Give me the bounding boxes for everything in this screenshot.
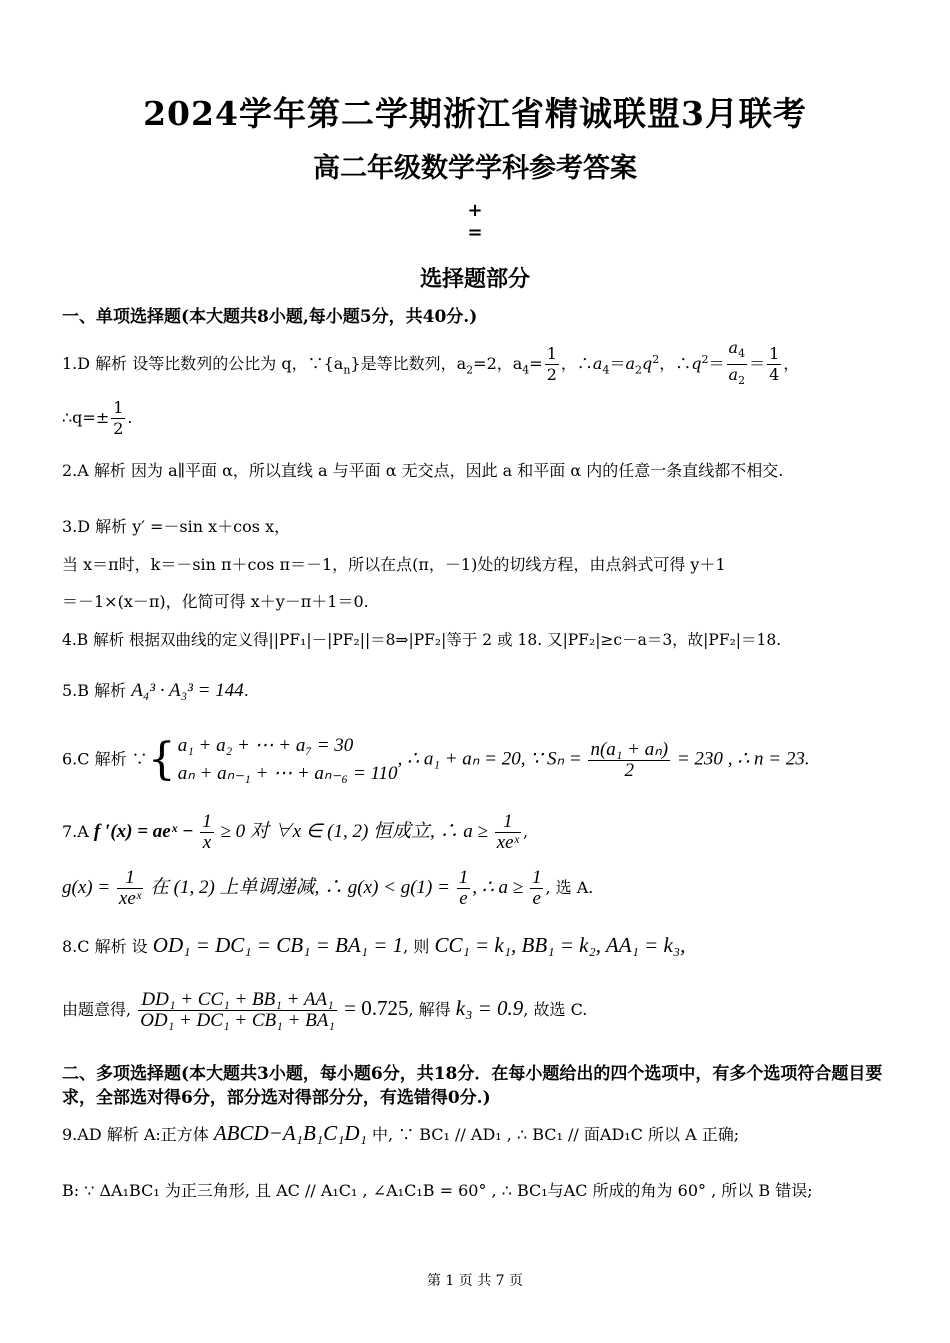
q3-line1: 3.D 解析 y′ =－sin x＋cos x，	[62, 517, 291, 536]
q1-frac-ratio: $\frac{a_4}{a_2}$	[728, 338, 746, 388]
q7-l2-frac1: $\frac{1}{\text{xeˣ}}$	[118, 867, 142, 909]
q1-frac-quarter: $\frac{1}{4}$	[769, 344, 780, 385]
q7-l1-b: f ′(x) = aeˣ −	[93, 821, 199, 842]
q3-line2: 当 x＝π时，k＝－sin π＋cos π＝－1，所以在点(π，－1)处的切线方程，由点斜式可得 y＋1	[62, 555, 726, 574]
q1-text-c: =2，a	[473, 354, 523, 374]
q8-l1-c: , 则	[403, 937, 435, 956]
q6-frac: $\frac{\text{n(a₁ + aₙ)}}{2}$	[590, 738, 669, 781]
q8-l2-frac: $\frac{\text{DD₁ + CC₁ + BB₁ + AA₁}}{\text{OD₁ + DC₁ + CB₁ + BA₁}}$	[140, 989, 335, 1031]
q6-brace: {	[147, 734, 176, 785]
q5-prefix: 5.B 解析	[62, 681, 132, 700]
q1-text-b: }是等比数列，a	[350, 354, 467, 374]
section1-heading: 一、单项选择题(本大题共8小题,每小题5分，共40分.)	[62, 307, 478, 327]
q6-eq1: a₁ + a₂ + ⋯ + a₇ = 30	[177, 735, 354, 756]
q7-line1	[62, 812, 892, 853]
q5-line	[62, 680, 892, 702]
q7-l1-c: ≥ 0 对 ∀x ∈ (1, 2) 恒成立, ∴ a ≥	[215, 821, 493, 842]
q8-l2-b: = 0.725	[338, 996, 409, 1020]
q1-frac-half: $\frac{1}{2}$	[546, 344, 557, 385]
page-subtitle: 高二年级数学学科参考答案	[313, 153, 637, 184]
q1-text-f: ，∴	[659, 354, 692, 374]
q1-text-d: =	[529, 354, 543, 374]
q9-l1-a: 9.AD 解析 A:正方体	[62, 1125, 214, 1144]
q8-l2-e: , 故选 C.	[523, 1000, 588, 1019]
page-footer: 第 1 页 共 7 页	[426, 1273, 524, 1289]
q7-l1-end: ,	[522, 822, 529, 841]
q8-l2-a: 由题意得,	[62, 1000, 137, 1019]
q8-l1-d: CC₁ = k₁, BB₁ = k₂, AA₁ = k₃,	[434, 933, 686, 957]
q6-end: , ∴ n = 23.	[722, 748, 810, 770]
page-title: 2024学年第二学期浙江省精诚联盟3月联考	[143, 94, 807, 133]
q7-l2-end: , 选 A.	[545, 878, 594, 897]
q9-l1-c: 中, ∵ BC₁ // AD₁ , ∴ BC₁ // 面AD₁C 所以 A 正确;	[366, 1125, 740, 1144]
q1-line2-text: ∴q=±	[62, 408, 110, 427]
q1-text-a: 1.D 解析 设等比数列的公比为 q，∵{a	[62, 354, 344, 374]
q1-text-e: ，∴	[560, 354, 593, 374]
q8-line2	[62, 990, 892, 1031]
q8-l2-c: , 解得	[408, 1000, 456, 1019]
q7-l1-frac2: $\frac{1}{\text{xeˣ}}$	[496, 811, 519, 853]
q6-system	[178, 732, 398, 788]
section2-heading: 二、多项选择题(本大题共3小题，每小题6分，共18分．在每小题给出的四个选项中，有多个选项符合题目要求，全部选对得6分，部分选对得部分分，有选错得0分.)	[62, 1064, 883, 1108]
q9-l1-b: ABCD−A₁B₁C₁D₁	[213, 1121, 367, 1145]
q8-l1-a: 8.C 解析 设	[62, 937, 153, 956]
q7-l1-a: 7.A	[62, 822, 94, 841]
q6-mid2: , ∵ Sₙ =	[520, 748, 587, 770]
q8-line1	[62, 934, 892, 958]
q7-l2-frac3: $\frac{1}{e}$	[531, 867, 542, 909]
q7-l2-b: 在 (1, 2) 上单调递减, ∴ g(x) < g(1) =	[145, 877, 455, 898]
equals-mark: =	[467, 222, 483, 243]
q2-text: 2.A 解析 因为 a∥平面 α，所以直线 a 与平面 α 无交点，因此 a 和平面 α 内的任意一条直线都不相交.	[62, 461, 784, 480]
q5-expr: A₄³ · A₃³ = 144	[131, 680, 244, 701]
q6-mid3: = 230	[672, 748, 723, 770]
q7-line2	[62, 868, 892, 909]
q6-line	[62, 732, 892, 788]
q5-suffix: .	[243, 681, 249, 700]
q1-line2: ∴q=± $\frac{1}{2}$ .	[62, 398, 133, 438]
q7-l2-a: g(x) =	[62, 877, 115, 898]
q1-line2-frac: $\frac{1}{2}$	[113, 398, 124, 438]
q9-line2: B: ∵ ΔA₁BC₁ 为正三角形, 且 AC // A₁C₁ , ∠A₁C₁B = 60° , ∴ BC₁与AC 所成的角为 60° , 所以 B 错误;	[62, 1181, 813, 1200]
q9-line1	[62, 1122, 892, 1146]
q7-l2-frac2: $\frac{1}{e}$	[458, 867, 469, 909]
plus-mark: +	[467, 200, 483, 221]
q1-line1: 1.D 解析 设等比数列的公比为 q，$\because\{a_n\}$是等比数列，$a_2=2$，$a_4=$ $\frac{1}{2}$ ，$\therefore a_4=a_2q^2$，$\therefore q^2=$ $\frac{a_4}{a_2}$ ＝ $\frac{1}{4}$ ，	[62, 338, 892, 391]
q7-l1-frac1: $\frac{1}{x}$	[202, 811, 212, 853]
q6-eq2: aₙ + aₙ₋₁ + ⋯ + aₙ₋₆ = 110	[177, 763, 398, 784]
q4-text: 4.B 解析 根据双曲线的定义得||PF₁|－|PF₂||＝8⇒|PF₂|等于 2 或 18. 又|PF₂|≥c－a＝3，故|PF₂|＝18.	[62, 631, 782, 649]
q7-l2-c: , ∴ a ≥	[472, 877, 528, 898]
q6-mid1: , ∴ a₁ + aₙ = 20	[397, 748, 521, 770]
q8-l2-d: k₃ = 0.9	[455, 996, 524, 1020]
part-heading: 选择题部分	[419, 266, 530, 292]
q6-prefix: 6.C 解析 ∵	[62, 749, 148, 769]
q3-line3: ＝－1×(x－π)，化简可得 x＋y－π＋1＝0.	[62, 592, 369, 611]
q8-l1-b: OD₁ = DC₁ = CB₁ = BA₁ = 1	[152, 933, 404, 957]
